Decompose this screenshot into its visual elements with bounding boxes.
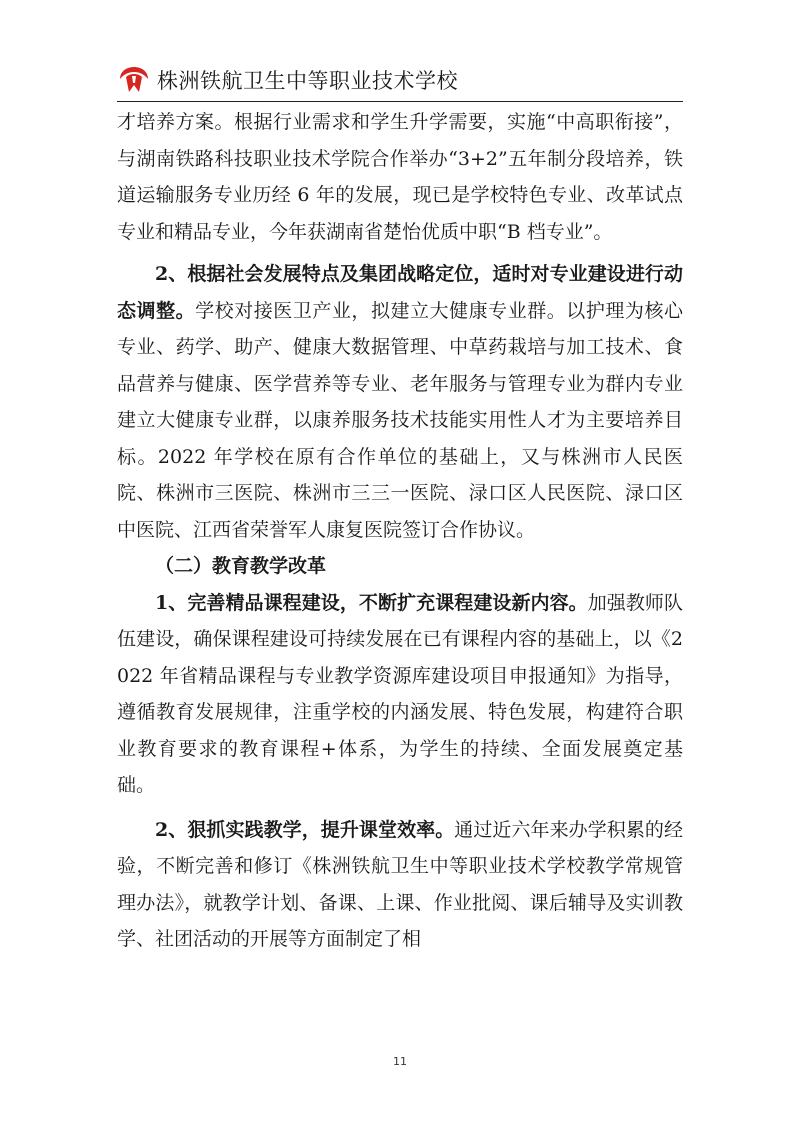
paragraph-2-body: 学校对接医卫产业，拟建立大健康专业群。以护理为核心专业、药学、助产、健康大数据管理、中草药栽培与加工技术、食品营养与健康、医学营养等专业、老年服务与管理专业为群内专业建立大健康专业群，以康养服务技术技能实用性人才为主要培养目标。2022 年学校在原有合作单位的基础上，又与株洲市人民医院、株洲市三医院、株洲市三三一医院、渌口区人民医院、渌口区中医院、江西省荣誉军人康复医院签订合作协议。	[117, 299, 683, 541]
page-header	[117, 62, 683, 98]
school-name: 株洲铁航卫生中等职业技术学校	[157, 69, 458, 93]
paragraph-1: 才培养方案。根据行业需求和学生升学需要，实施“中高职衔接”，与湖南铁路科技职业技术学院合作举办“3+2”五年制分段培养，铁道运输服务专业历经 6 年的发展，现已是学校特色专业、改革试点专业和精品专业，今年获湖南省楚怡优质中职“B 档专业”。	[117, 111, 683, 243]
paragraph-2-lead: 2、根据社会发展特点及集团战略定位，适时对专业建设进行动态调整。	[117, 263, 683, 322]
page-number: 11	[393, 1055, 407, 1068]
paragraph-3	[117, 585, 683, 804]
header-divider	[117, 101, 683, 102]
section-heading: （二）教育教学改革	[155, 555, 327, 577]
paragraph-4	[117, 812, 683, 958]
school-logo-icon	[117, 65, 151, 95]
paragraph-3-lead: 1、完善精品课程建设，不断扩充课程建设新内容。	[155, 591, 588, 614]
paragraph-3-body: 加强教师队伍建设，确保课程建设可持续发展在已有课程内容的基础上，以《2022 年省精品课程与专业教学资源库建设项目申报通知》为指导，遵循教育发展规律，注重学校的内涵发展、特色发展，构建符合职业教育要求的教育课程+体系，为学生的持续、全面发展奠定基础。	[117, 591, 683, 796]
document-body	[117, 104, 683, 958]
paragraph-4-body: 通过近六年来办学积累的经验，不断完善和修订《株洲铁航卫生中等职业技术学校教学常规管理办法》，就教学计划、备课、上课、作业批阅、课后辅导及实训教学、社团活动的开展等方面制定了相	[117, 818, 683, 950]
paragraph-4-lead: 2、狠抓实践教学，提升课堂效率。	[155, 818, 455, 841]
paragraph-2	[117, 256, 683, 548]
